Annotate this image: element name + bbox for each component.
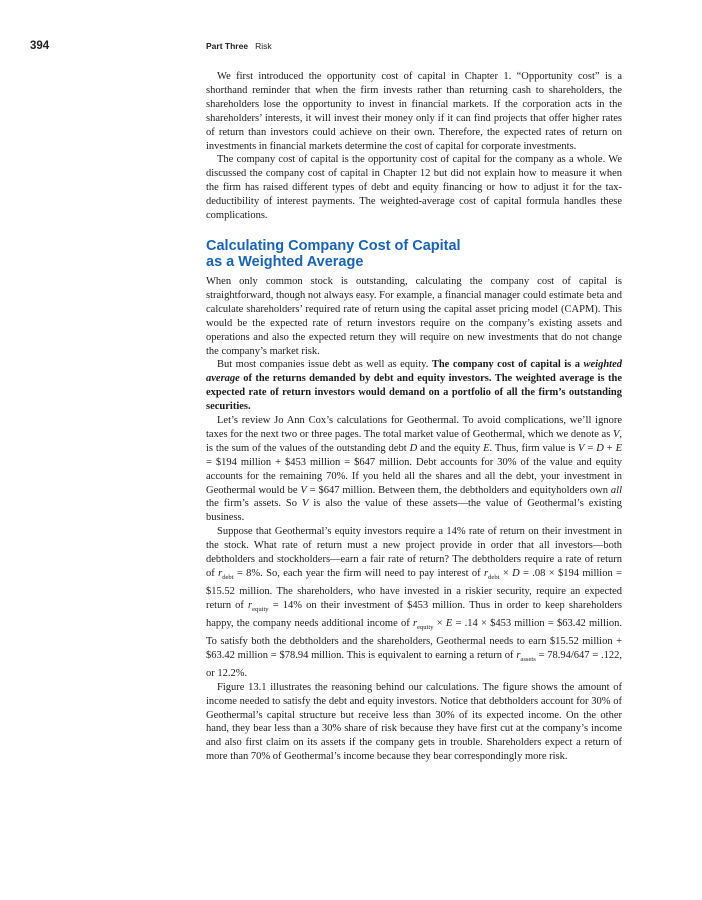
page-body <box>206 70 622 764</box>
section-heading-line-1: Calculating Company Cost of Capital <box>206 237 461 254</box>
section-heading-line-2: as a Weighted Average <box>206 254 364 271</box>
section-paragraph-4: Suppose that Geothermal’s equity investors require a 14% rate of return on their investment in the stock. What rate of return must a new project provide in order that all investors—both debtholders and stockholders—earn a fair rate of return? The debtholders require a rate of return of $r_{debt} = 8\%$. So, each year the firm will need to pay interest of $r_{debt} \times D = .08$ × $194 million = $15.52 million. The shareholders, who have invested in a riskier security, require an expected return of $r_{equity} = 14\%$ on their investment of $453 million. Thus in order to keep shareholders happy, the company needs additional income of $r_{equity} \times E = .14$ × $453 million = $63.42 million. To satisfy both the debtholders and the shareholders, Geothermal needs to earn $15.52 million + $63.42 million = $78.94 million. This is equivalent to earning a return of $r_{assets} = 78.94/647 = .122$, or 12.2%. <box>206 526 623 679</box>
key-concept-text: The company cost of capital is a weighted average of the returns demanded by debt and equity investors. The weighted average is the expected rate of return investors would demand on a portfolio of all the firm’s outstanding securities. <box>206 359 622 413</box>
running-header <box>0 40 702 56</box>
section-heading <box>206 238 622 271</box>
intro-paragraph-1: We first introduced the opportunity cost of capital in Chapter 1. “Opportunity cost” is a shorthand reminder that when the firm invests rather than returning cash to shareholders, the shareholders lose the opportunity to invest in financial markets. If the corporation acts in the shareholders’ interests, it will invest their money only if it can find projects that offer higher rates of return than investors could achieve on their own. Therefore, the expected rates of return on investments in financial markets determine the cost of capital for corporate investments. <box>206 71 622 152</box>
page-number: 394 <box>30 40 50 52</box>
part-label <box>206 41 272 51</box>
intro-paragraph-2: The company cost of capital is the opportunity cost of capital for the company as a whole. We discussed the company cost of capital in Chapter 12 but did not explain how to measure it when the firm has raised different types of debt and equity financing or how to adjust it for the tax-deductibility of interest payments. The weighted-average cost of capital formula handles these complications. <box>206 154 622 222</box>
section-paragraph-2: But most companies issue debt as well as equity. The company cost of capital is a weighted average of the returns demanded by debt and equity investors. The weighted average is the expected rate of return investors would demand on a portfolio of all the firm’s outstanding securities. <box>206 359 622 413</box>
part-title: Risk <box>255 41 272 51</box>
section-paragraph-5: Figure 13.1 illustrates the reasoning behind our calculations. The figure shows the amount of income needed to satisfy the debt and equity investors. Notice that debtholders account for 30% of Geothermal’s capital structure but receive less than 30% of its expected income. On the other hand, they bear less than a 30% share of risk because they have first cut at the company’s income and also first claim on its assets if the company gets in trouble. Shareholders expect a return of more than 70% of Geothermal’s income because they bear correspondingly more risk. <box>206 681 622 763</box>
section-paragraph-1: When only common stock is outstanding, calculating the company cost of capital is straightforward, though not always easy. For example, a financial manager could estimate beta and calculate shareholders’ required rate of return using the capital asset pricing model (CAPM). This would be the expected rate of return investors require on the company’s existing assets and operations and also the expected return they will require on new investments that do not change the company’s market risk. <box>206 275 622 357</box>
section-paragraph-3: Let’s review Jo Ann Cox’s calculations for Geothermal. To avoid complications, we’ll ignore taxes for the next two or three pages. The total market value of Geothermal, which we denote as V, is the sum of the values of the outstanding debt D and the equity E. Thus, firm value is V = D + E = $194 million + $453 million = $647 million. Debt accounts for 30% of the value and equity accounts for the remaining 70%. If you held all the shares and all the debt, your investment in Geothermal would be V = $647 million. Between them, the debtholders and equityholders own all the firm’s assets. So V is also the value of these assets—the value of Geothermal’s existing business. <box>206 415 623 524</box>
part-number: Part Three <box>206 41 249 51</box>
